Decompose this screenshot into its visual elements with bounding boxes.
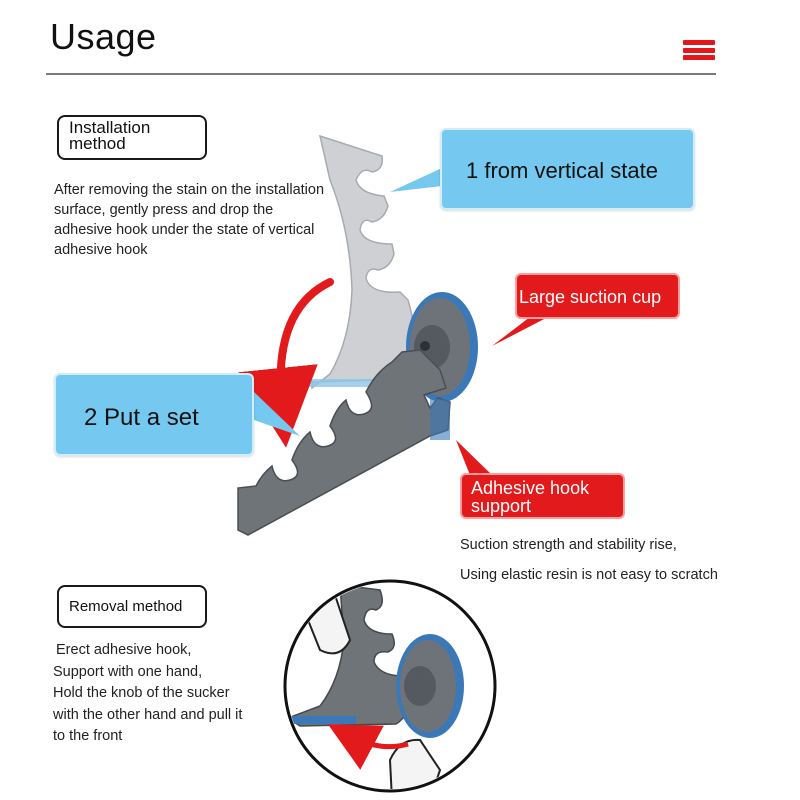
suction-note-strength: Suction strength and stability rise, [460,537,677,553]
ghost-hook-pad [308,379,378,387]
removal-instructions [53,640,288,748]
removal-illustration [285,581,495,800]
callout-adhesive-hook-support: Adhesive hook support [460,473,625,519]
callout-vertical-state: 1 from vertical state [440,128,695,210]
removal-line: Hold the knob of the sucker [53,685,230,701]
removal-hook-pad [286,716,356,724]
ghost-vertical-hook [308,136,415,388]
callout-4-tail [456,440,492,475]
callout-3-tail [492,317,548,346]
removal-line: with the other hand and pull it [53,706,243,723]
callout-put-a-set: 2 Put a set [54,373,254,456]
removal-line: Support with one hand, [53,663,203,680]
removal-line: Erect adhesive hook, [56,642,192,658]
installation-description: After removing the stain on the installation surface, gently press and drop the adhesive hook under the state of vertical adhesive hook [54,182,325,258]
ghost-hook-body [312,136,415,388]
hook-support-plate [430,398,450,440]
callout-large-suction-cup: Large suction cup [515,273,680,319]
callout-2-tail [254,392,300,436]
page-title: Usage [50,16,157,57]
installation-method-label: Installation method [57,115,207,160]
callout-1-tail [390,168,442,192]
removal-line: to the front [53,728,123,744]
removal-method-label: Removal method [57,585,207,628]
suction-note-resin: Using elastic resin is not easy to scratch [460,567,718,583]
drop-direction-arrow [281,282,330,408]
